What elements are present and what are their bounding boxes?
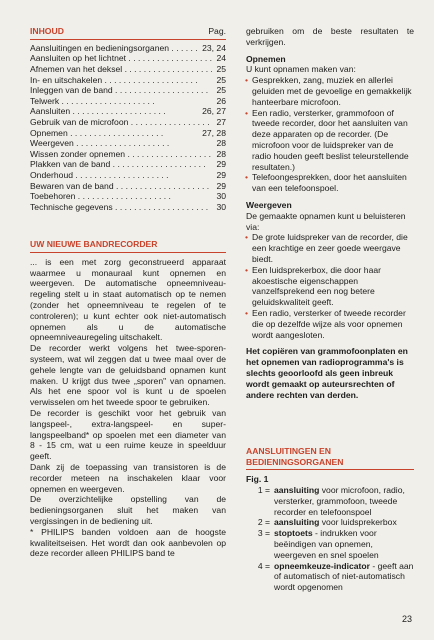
toc-entry-title: Aansluiten op het lichtnet . . .: [30, 53, 212, 64]
toc-list: [30, 43, 226, 213]
toc-entry-page: 25: [212, 64, 226, 75]
toc-entry-page: 27, 28: [198, 128, 226, 139]
legend-description: voor luidsprekerbox: [319, 517, 397, 528]
legend-text: [274, 485, 414, 517]
toc-row: [30, 128, 226, 139]
legend-text: [274, 561, 414, 593]
legend-number: 1 =: [257, 485, 270, 496]
list-item: • Een radio, versterker of tweede recorder die op dezelfde wijze als voor opnemen wordt aangesloten.: [246, 308, 414, 340]
footnote: * PHILIPS banden voldoen aan de hoogste kwaliteitseisen. Het wordt dan ook aanbevolen op deze recorder alleen PHILIPS band te: [30, 526, 226, 559]
toc-entry-title: Opnemen . . .: [30, 128, 198, 139]
paragraph: De recorder werkt volgens het twee-sporen-systeem, wat wil zeggen dat u twee maal over de gehele lengte van de geluidsband opnamen kunt maken. U krijgt dus twee „sporen" van opnamen. Als het ene spoor vol is kunt u de spoelen verwisselen om het tweede spoor te gebruiken.: [30, 343, 226, 408]
figure-legend-item: [246, 485, 414, 517]
weergeven-heading: Weergeven: [246, 199, 292, 210]
toc-entry-page: 26, 27: [198, 106, 226, 117]
aansluitingen-heading: AANSLUITINGEN EN BEDIENINGSORGANEN: [246, 446, 344, 467]
toc-entry-page: 23, 24: [198, 43, 226, 54]
legend-description: - indrukken voor beëindigen van opnemen, weergeven en snel spoelen: [274, 528, 379, 560]
paragraph: gebruiken om de beste resultaten te verkrijgen.: [246, 26, 414, 47]
new-recorder-heading: UW NIEUWE BANDRECORDER: [30, 239, 158, 250]
toc-entry-title: Toebehoren . . .: [30, 191, 212, 202]
toc-row: [30, 149, 226, 160]
toc-row: [30, 170, 226, 181]
list-item: • De grote luidspreker van de recorder, die een krachtige en zeer goede weergave biedt.: [246, 232, 414, 264]
legend-text: [274, 517, 414, 528]
toc-entry-title: Weergeven . . .: [30, 138, 212, 149]
list-item: • Een luidsprekerbox, die door haar akoestische eigenschappen vanzelfsprekend een nog betere geluidskwaliteit geeft.: [246, 265, 414, 308]
paragraph: U kunt opnamen maken van:: [246, 64, 356, 75]
page-number: 23: [402, 614, 413, 624]
paragraph: De recorder is geschikt voor het gebruik van langspeel-, extra-langspeel- en super-langspeelband* op spoelen met een diameter van 8 - 15 cm, wat u een ruime keuze in speelduur geeft.: [30, 407, 226, 462]
toc-entry-page: 27: [212, 117, 226, 128]
toc-entry-title: Afnemen van het deksel . . .: [30, 64, 212, 75]
toc-entry-title: Onderhoud . . .: [30, 170, 212, 181]
toc-entry-title: Wissen zonder opnemen . . .: [30, 149, 212, 160]
toc-entry-title: Technische gegevens . . .: [30, 202, 212, 213]
list-item: • Telefoongesprekken, door het aansluiten van een telefoonspoel.: [246, 172, 414, 194]
list-item: • Een radio, versterker, grammofoon of tweede recorder, door het aansluiten van deze apparaten op de recorder. (De microfoon voor de luidspreker van de radio houden geeft beslist teleurstellende resultaten.): [246, 108, 414, 173]
toc-row: [30, 75, 226, 86]
toc-header: [30, 26, 226, 37]
toc-entry-title: In- en uitschakelen . . .: [30, 75, 212, 86]
toc-row: [30, 53, 226, 64]
toc-row: [30, 43, 226, 54]
toc-entry-page: 26: [212, 96, 226, 107]
legend-description: - geeft aan of automatisch of niet-automatisch wordt opgenomen: [274, 560, 414, 593]
figure-legend-item: [246, 517, 414, 528]
figure-legend: [246, 485, 414, 593]
paragraph: De gemaakte opnamen kunt u beluisteren via:: [246, 210, 406, 232]
toc-entry-title: Gebruik van de microfoon . . .: [30, 117, 212, 128]
copyright-notice: Het copiëren van grammofoonplaten en het opnemen van radioprogramma's is slechts geoorloofd als geen inbreuk wordt gemaakt op auteursrechten of andere rechten van derden.: [246, 346, 408, 400]
figure-legend-item: [246, 561, 414, 593]
toc-rule: [30, 39, 226, 40]
left-column: [30, 26, 226, 559]
toc-row: [30, 159, 226, 170]
toc-entry-page: 30: [212, 202, 226, 213]
legend-number: 2 =: [257, 517, 270, 528]
legend-term: aansluiting: [274, 517, 320, 528]
legend-text: [274, 528, 414, 560]
paragraph: Dank zij de toepassing van transistoren is de recorder meteen na inschakelen klaar voor opnemen en weergeven.: [30, 461, 226, 494]
legend-term: stoptoets: [274, 528, 313, 539]
legend-term: opneemkeuze-indicator: [274, 560, 370, 571]
paragraph: De overzichtelijke opstelling van de bedieningsorganen sluit het maken van vergissingen in de bediening uit.: [30, 494, 226, 526]
toc-row: [30, 202, 226, 213]
toc-entry-page: 29: [212, 159, 226, 170]
heading-rule: [246, 469, 414, 470]
toc-entry-page: 24: [212, 53, 226, 64]
paragraph: ... is een met zorg geconstrueerd apparaat waarmee u monauraal kunt opnemen en weergeven. De automatische opneemniveau-regeling stelt u in staat automatisch op te nemen (zonder het opneemniveau te regelen of te controleren); u kunt echter ook niet-automatisch opnemen als u de automatische opneemniveauregeling uitschakelt.: [30, 256, 226, 343]
toc-entry-page: 25: [212, 85, 226, 96]
legend-number: 3 =: [257, 528, 270, 539]
toc-row: [30, 191, 226, 202]
toc-row: [30, 85, 226, 96]
toc-row: [30, 138, 226, 149]
toc-entry-title: Bewaren van de band . . .: [30, 181, 212, 192]
figure-legend-item: [246, 528, 414, 560]
toc-entry-page: 29: [212, 170, 226, 181]
toc-entry-page: 28: [212, 149, 226, 160]
toc-entry-page: 28: [212, 138, 226, 149]
toc-entry-title: Telwerk . . .: [30, 96, 212, 107]
toc-entry-page: 25: [212, 75, 226, 86]
toc-entry-page: 29: [212, 181, 226, 192]
toc-entry-title: Aansluitingen en bedieningsorganen . . .: [30, 43, 198, 54]
toc-entry-title: Inleggen van de band . . .: [30, 85, 212, 96]
toc-entry-page: 30: [212, 191, 226, 202]
toc-entry-title: Plakken van de band . . .: [30, 159, 212, 170]
legend-term: aansluiting: [274, 485, 320, 496]
right-column: [246, 26, 414, 593]
toc-row: [30, 117, 226, 128]
legend-description: voor microfoon, radio, versterker, grammofoon, tweede recorder en telefoonspoel: [274, 485, 405, 517]
toc-row: [30, 106, 226, 117]
heading-rule: [30, 252, 226, 253]
toc-entry-title: Aansluiten . . .: [30, 106, 198, 117]
toc-page-label: Pag.: [208, 26, 226, 36]
opnemen-heading: Opnemen: [246, 53, 286, 64]
toc-row: [30, 64, 226, 75]
figure-label: Fig. 1: [246, 474, 269, 485]
toc-row: [30, 181, 226, 192]
legend-number: 4 =: [257, 560, 270, 571]
toc-title: INHOUD: [30, 26, 64, 36]
toc-row: [30, 96, 226, 107]
list-item: • Gesprekken, zang, muziek en allerlei geluiden met de gevoelige en gemakkelijk hanteerbare microfoon.: [246, 75, 414, 107]
